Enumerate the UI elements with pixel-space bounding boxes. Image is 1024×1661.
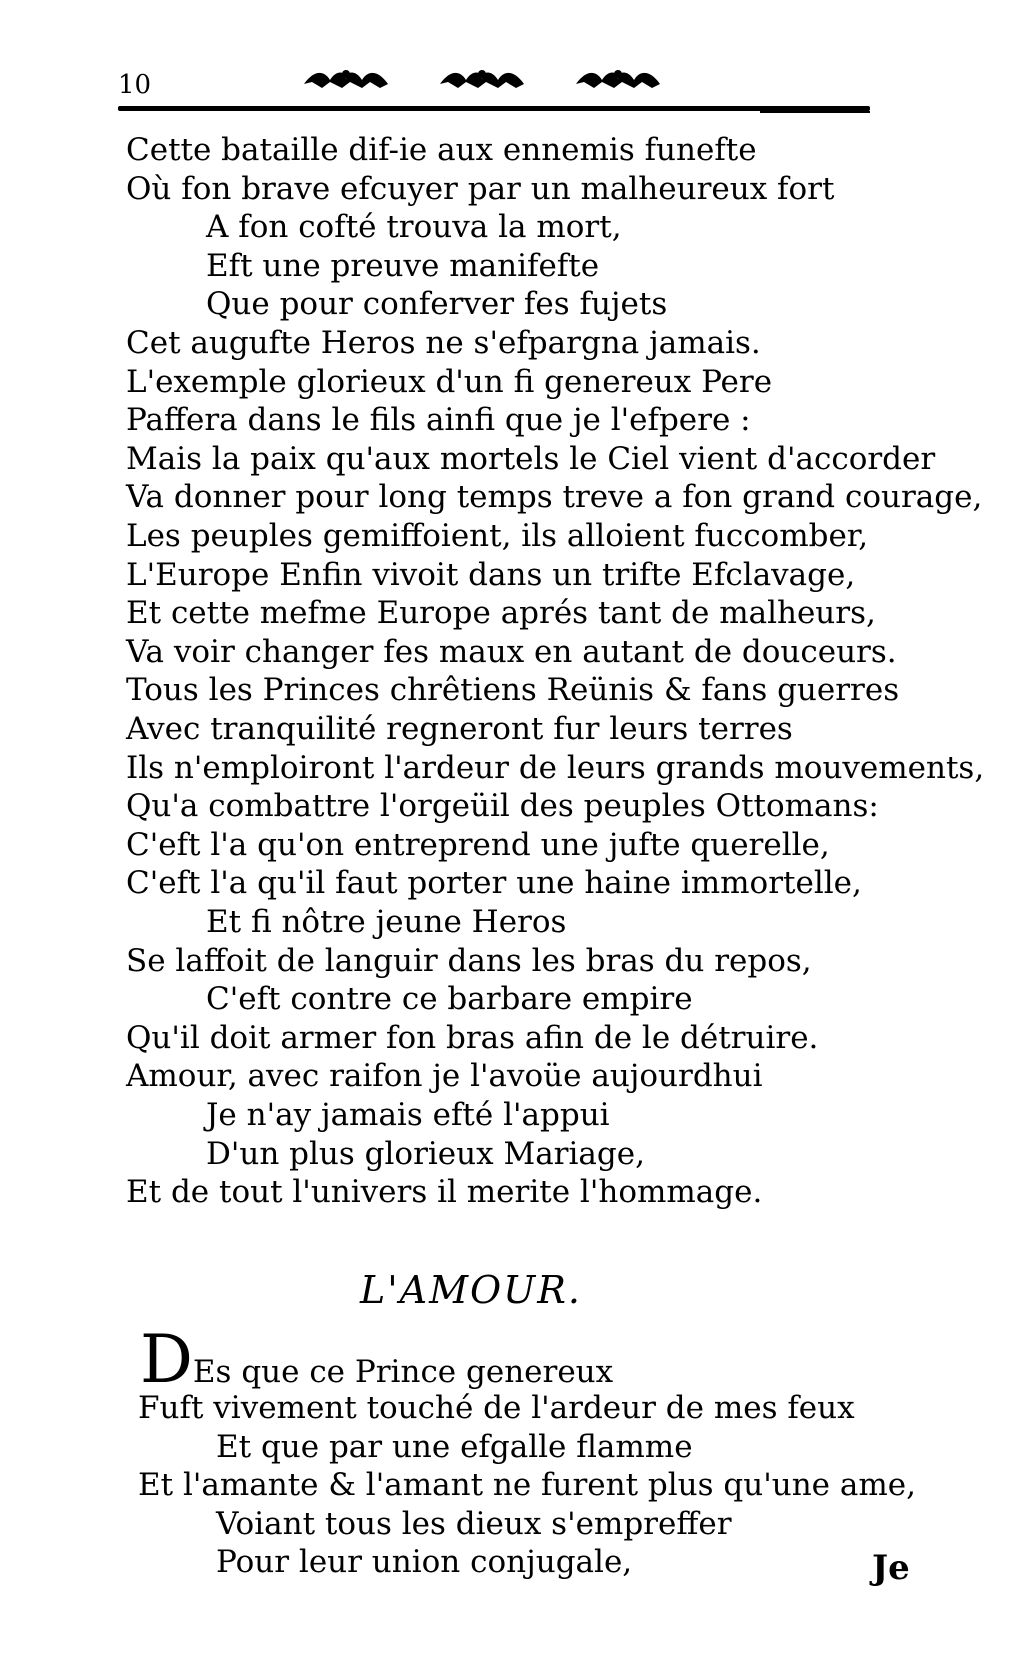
section-first-line [140,1321,614,1398]
verse-line: Fuft vivement touché de l'ardeur de mes feux [138,1390,855,1426]
verse-line: Amour, avec raifon je l'avoüe aujourdhui [126,1058,763,1095]
verse-line: Ils n'emploiront l'ardeur de leurs grands mouvements, [126,749,985,786]
verse-line: C'eft l'a qu'il faut porter une haine immortelle, [126,865,862,902]
floral-ornament-icon [300,66,392,92]
catchword: Je [872,1548,910,1588]
verse-line: Cette bataille dif-ie aux ennemis funefte [126,132,757,168]
verse-line: Mais la paix qu'aux mortels le Ciel vient d'accorder [126,440,936,477]
verse-line: Tous les Princes chrêtiens Reünis & fans guerres [126,672,900,709]
verse-line: Va voir changer fes maux en autant de douceurs. [126,633,897,670]
first-line-text: Es que ce Prince genereux [192,1354,614,1390]
verse-line: Que pour conferver fes fujets [206,286,668,323]
verse-line: D'un plus glorieux Mariage, [206,1135,645,1172]
verse-line: L'exemple glorieux d'un fi genereux Pere [126,363,773,400]
verse-line: Et que par une efgalle flamme [216,1428,693,1465]
verse-line: Et de tout l'univers il merite l'hommage. [126,1174,763,1211]
verse-line: Va donner pour long temps treve a fon grand courage, [126,479,983,516]
header-ornaments [300,66,664,92]
header-rule [118,106,870,111]
floral-ornament-icon [572,66,664,92]
verse-line: Les peuples gemiffoient, ils alloient fuccomber, [126,518,869,554]
header-rule-tail [760,111,870,113]
verse-line: Qu'il doit armer fon bras afin de le détruire. [126,1019,819,1056]
verse-line: Et fi nôtre jeune Heros [206,904,567,940]
drop-capital: D [140,1321,193,1398]
verse-line: Eft une preuve manifefte [206,247,600,284]
verse-line: Paffera dans le fils ainfi que je l'efpere : [126,402,751,439]
verse-line: A fon cofté trouva la mort, [206,209,622,246]
verse-line: L'Europe Enfin vivoit dans un trifte Efclavage, [126,556,856,593]
verse-line: Se laffoit de languir dans les bras du repos, [126,942,812,979]
verse-line: Et cette mefme Europe aprés tant de malheurs, [126,595,876,632]
verse-line: Pour leur union conjugale, [216,1544,633,1581]
verse-line: Qu'a combattre l'orgeüil des peuples Ottomans: [126,788,879,825]
section-heading: L'AMOUR. [360,1268,582,1312]
verse-line: C'eft contre ce barbare empire [206,981,693,1018]
verse-line: Et l'amante & l'amant ne furent plus qu'une ame, [138,1467,916,1504]
page-number: 10 [118,70,152,100]
floral-ornament-icon [436,66,528,92]
verse-line: C'eft l'a qu'on entreprend une jufte querelle, [126,826,830,863]
verse-line: Je n'ay jamais efté l'appui [206,1097,610,1133]
verse-line: Où fon brave efcuyer par un malheureux fort [126,170,835,207]
verse-line: Avec tranquilité regneront fur leurs terres [126,711,793,747]
verse-line: Cet augufte Heros ne s'efpargna jamais. [126,325,761,361]
verse-line: Voiant tous les dieux s'empreffer [216,1505,732,1542]
